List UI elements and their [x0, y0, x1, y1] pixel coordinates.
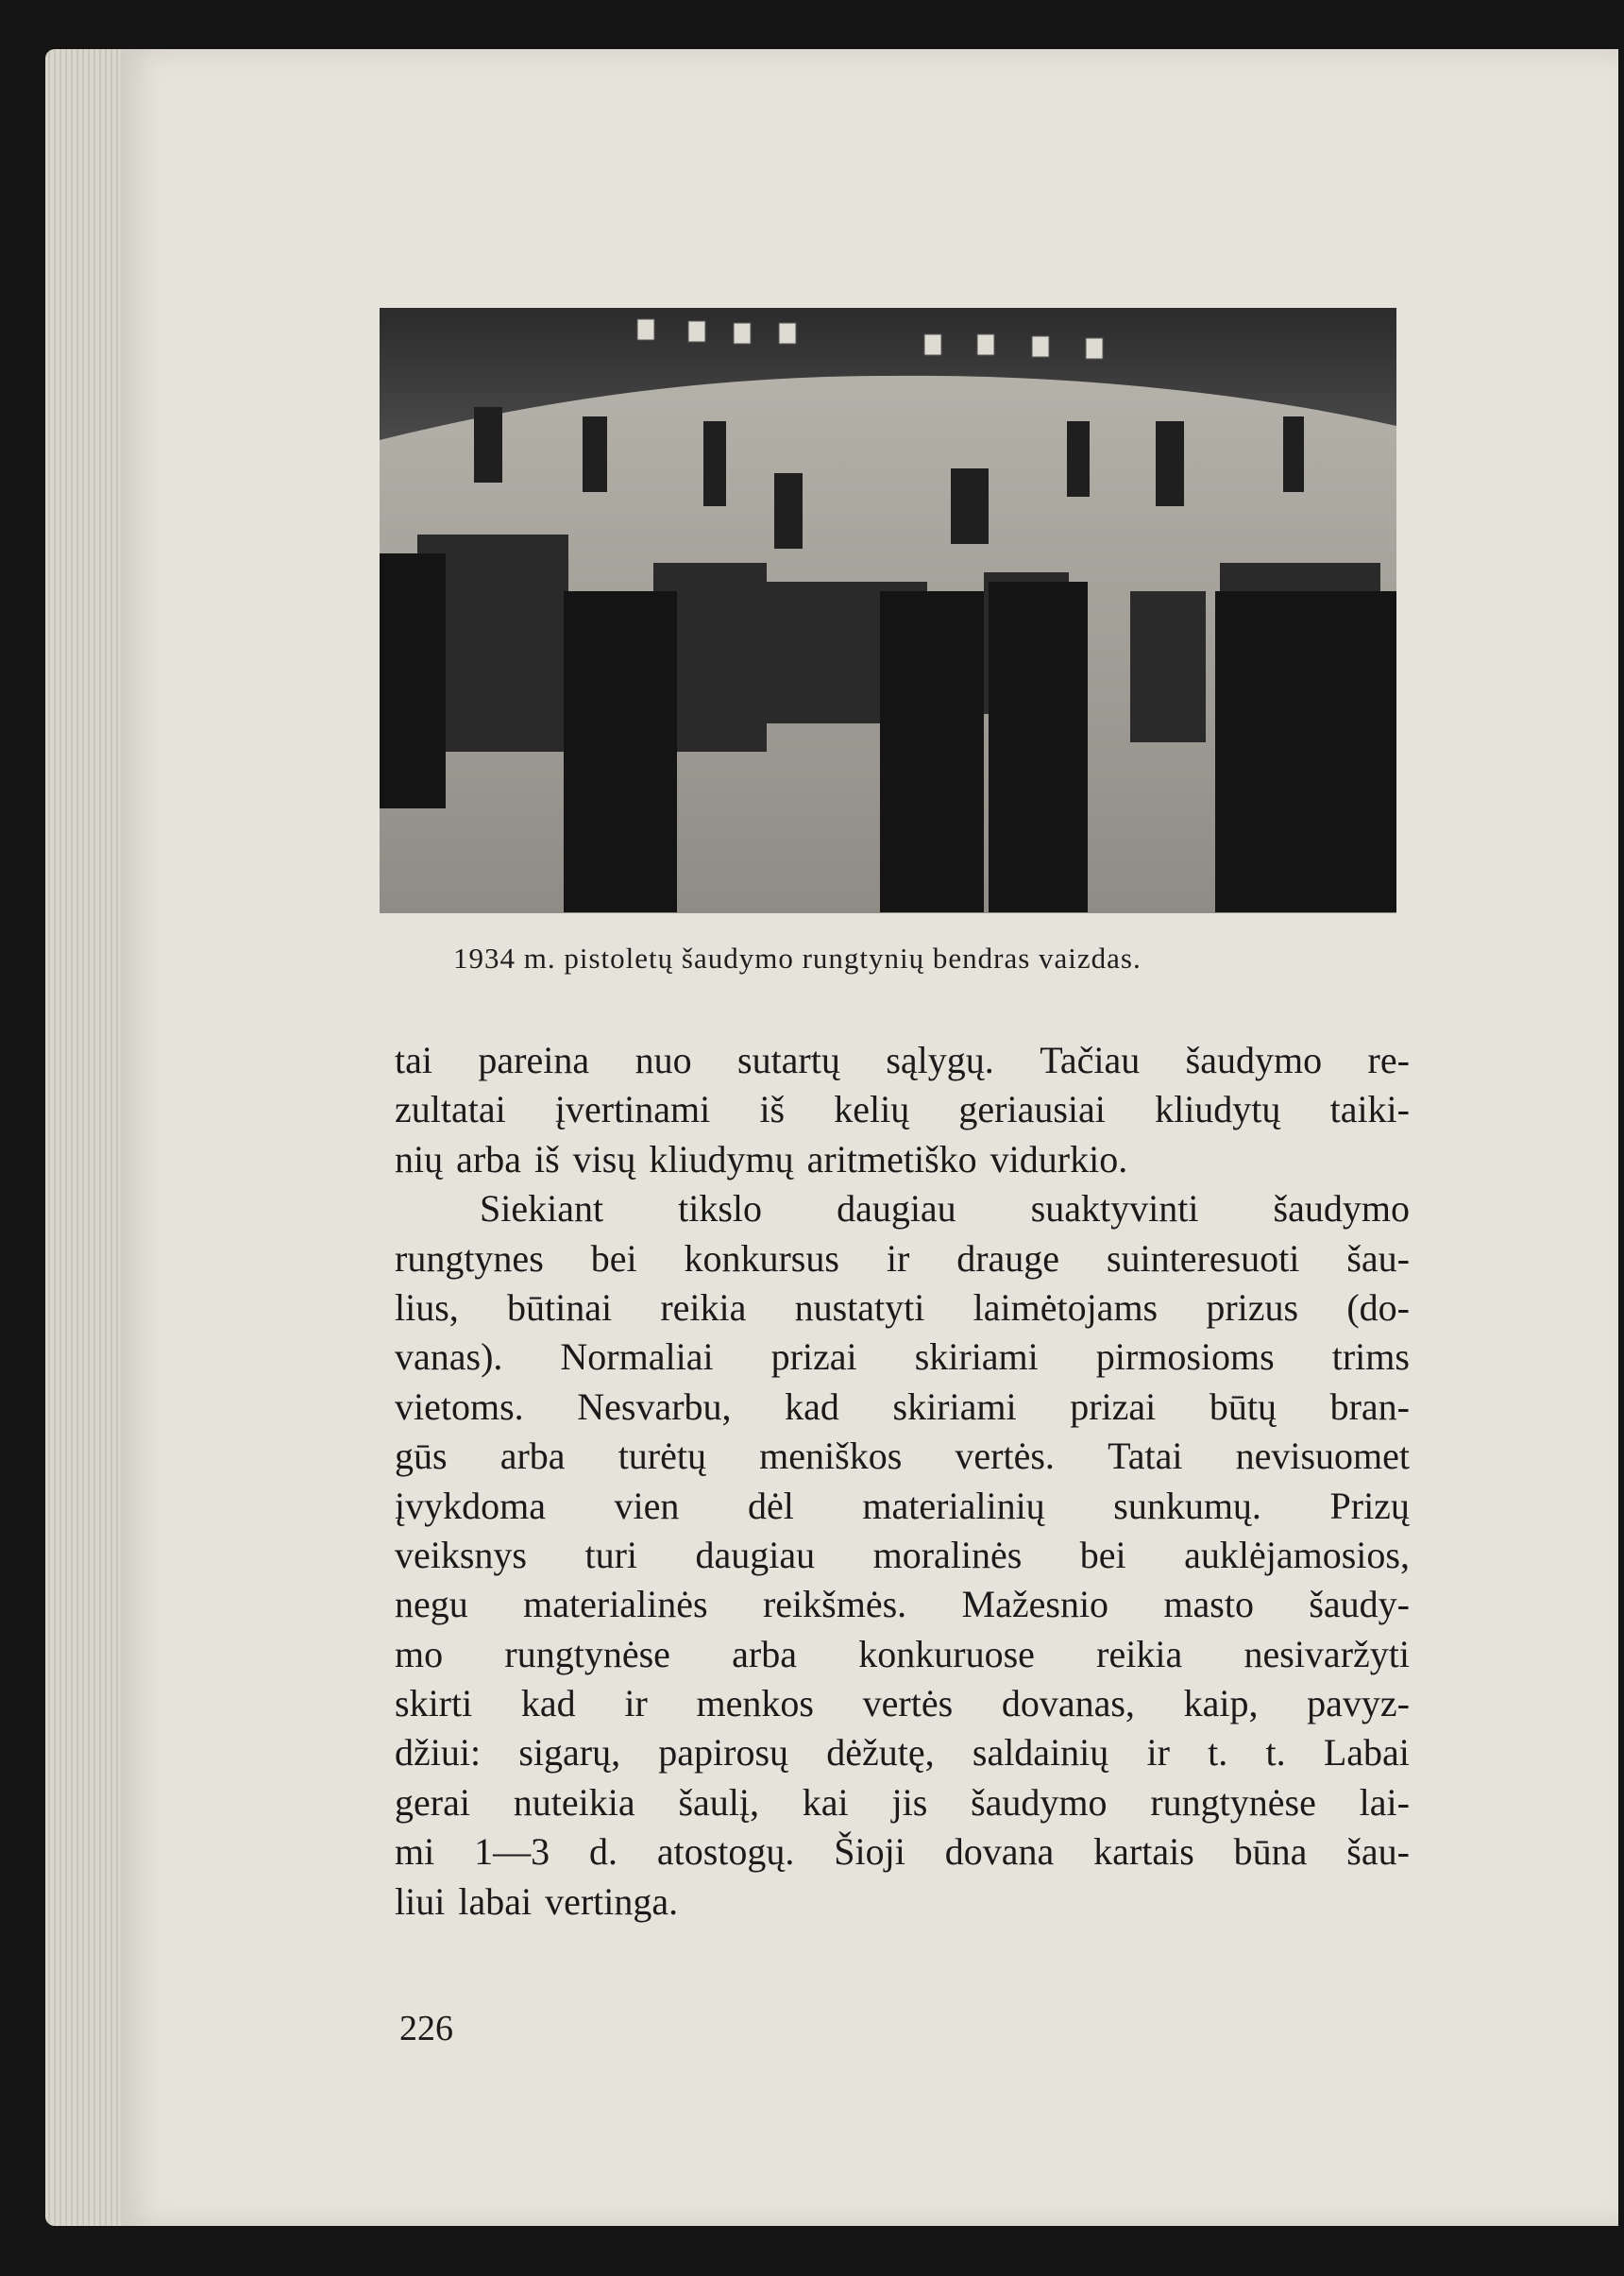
- word: reikia: [1096, 1632, 1183, 1675]
- word: ir: [624, 1682, 648, 1725]
- word: t.: [1208, 1731, 1228, 1775]
- word: arba: [456, 1137, 521, 1180]
- word: tai: [395, 1039, 432, 1081]
- text-line: [395, 1778, 1410, 1827]
- word: nesivaržyti: [1243, 1632, 1410, 1675]
- word: auklėjamosios,: [1184, 1533, 1410, 1576]
- text-line: [395, 1531, 1410, 1580]
- page-number: 226: [399, 2009, 453, 2048]
- word: šaudy-: [1309, 1583, 1410, 1626]
- word: turėtų: [617, 1435, 706, 1478]
- word: šau-: [1346, 1830, 1410, 1874]
- word: dovana: [944, 1830, 1055, 1874]
- word: drauge: [956, 1236, 1060, 1280]
- word: masto: [1163, 1583, 1254, 1626]
- word: suaktyvinti: [1030, 1187, 1199, 1231]
- word: papirosų: [658, 1731, 789, 1775]
- word: sąlygų.: [886, 1039, 994, 1081]
- word: meniškos: [759, 1435, 903, 1478]
- word: džiui:: [395, 1731, 482, 1775]
- word: dėl: [747, 1484, 794, 1527]
- word: įvykdoma: [395, 1484, 546, 1527]
- word: kliudymų: [649, 1137, 794, 1180]
- word: moralinės: [872, 1533, 1023, 1576]
- word: negu: [395, 1583, 468, 1626]
- text-line: [395, 1679, 1410, 1728]
- word: Nesvarbu,: [577, 1384, 732, 1428]
- word: d.: [588, 1830, 617, 1874]
- word: trims: [1331, 1335, 1410, 1379]
- word: būtinai: [507, 1285, 613, 1329]
- word: rungtynes: [395, 1236, 544, 1280]
- word: skiriami: [892, 1384, 1017, 1428]
- word: lius,: [395, 1285, 459, 1329]
- word: taiki-: [1329, 1088, 1410, 1131]
- word: pareina: [478, 1039, 590, 1081]
- text-line: [395, 1184, 1410, 1233]
- word: šau-: [1346, 1236, 1410, 1280]
- word: ir: [1146, 1731, 1170, 1775]
- word: Prizų: [1329, 1484, 1410, 1527]
- word: Mažesnio: [961, 1583, 1109, 1626]
- word: veiksnys: [395, 1533, 527, 1576]
- word: gerai: [395, 1780, 470, 1824]
- text-line: [395, 1630, 1410, 1679]
- word: materialinės: [523, 1583, 708, 1626]
- word: skiriami: [914, 1335, 1039, 1379]
- word: vertės: [862, 1682, 954, 1725]
- word: prizus: [1206, 1285, 1299, 1329]
- word: Tačiau: [1040, 1039, 1141, 1081]
- word: liui: [395, 1879, 446, 1923]
- word: daugiau: [837, 1187, 956, 1231]
- word: nevisuomet: [1235, 1435, 1410, 1478]
- word: konkursus: [684, 1236, 839, 1280]
- word: laimėtojams: [973, 1285, 1159, 1329]
- word: 1—3: [474, 1830, 550, 1874]
- word: kelių: [834, 1088, 910, 1131]
- text-line: [395, 1580, 1410, 1629]
- text-line: [395, 1234, 1410, 1283]
- word: iš: [759, 1088, 786, 1131]
- word: dėžutę,: [826, 1731, 935, 1775]
- word: arba: [499, 1435, 566, 1478]
- text-line: [395, 1085, 1410, 1134]
- word: rungtynėse: [504, 1632, 670, 1675]
- word: kad: [520, 1682, 576, 1725]
- word: vertės.: [955, 1435, 1055, 1478]
- word: bei: [1079, 1533, 1126, 1576]
- word: reikšmės.: [762, 1583, 907, 1626]
- photograph-shooting-competition: [380, 308, 1396, 913]
- text-line: [395, 1877, 1410, 1927]
- word: prizai: [770, 1335, 857, 1379]
- word: ir: [886, 1236, 910, 1280]
- word: šaudymo: [971, 1780, 1108, 1824]
- word: mi: [395, 1830, 435, 1874]
- word: atostogų.: [656, 1830, 795, 1874]
- word: prizai: [1070, 1384, 1157, 1428]
- word: suinteresuoti: [1106, 1236, 1300, 1280]
- word: daugiau: [695, 1533, 816, 1576]
- text-line: [395, 1333, 1410, 1382]
- text-line: [395, 1432, 1410, 1481]
- word: būna: [1233, 1830, 1308, 1874]
- word: Normaliai: [560, 1335, 714, 1379]
- word: rungtynėse: [1150, 1780, 1316, 1824]
- text-line: [395, 1728, 1410, 1777]
- word: nių: [395, 1137, 444, 1180]
- body-text: [395, 1036, 1410, 1927]
- word: kaip,: [1183, 1682, 1259, 1725]
- word: reikia: [660, 1285, 747, 1329]
- text-line: [395, 1482, 1410, 1531]
- word: vanas).: [395, 1335, 503, 1379]
- word: aritmetiško: [806, 1137, 977, 1180]
- word: bei: [590, 1236, 637, 1280]
- text-line: [395, 1827, 1410, 1877]
- word: materialinių: [862, 1484, 1045, 1527]
- word: arba: [732, 1632, 797, 1675]
- word: pirmosioms: [1095, 1335, 1275, 1379]
- word: nustatyti: [794, 1285, 925, 1329]
- text-line: [395, 1135, 1410, 1184]
- word: lai-: [1359, 1780, 1410, 1824]
- word: vidurkio.: [990, 1137, 1128, 1180]
- word: dovanas,: [1001, 1682, 1135, 1725]
- word: menkos: [696, 1682, 814, 1725]
- word: turi: [584, 1533, 638, 1576]
- word: Tatai: [1108, 1435, 1183, 1478]
- word: visų: [572, 1137, 636, 1180]
- word: nuo: [634, 1039, 692, 1081]
- word: t.: [1265, 1731, 1286, 1775]
- word: zultatai: [395, 1088, 506, 1131]
- word: vietoms.: [395, 1384, 524, 1428]
- word: vien: [614, 1484, 680, 1527]
- word: bran-: [1329, 1384, 1410, 1428]
- word: sunkumų.: [1113, 1484, 1261, 1527]
- word: kartais: [1093, 1830, 1194, 1874]
- word: (do-: [1346, 1285, 1410, 1329]
- word: tikslo: [678, 1187, 763, 1231]
- photo-icon: [380, 308, 1396, 913]
- word: Šioji: [834, 1830, 905, 1874]
- word: geriausiai: [958, 1088, 1106, 1131]
- word: re-: [1367, 1039, 1410, 1081]
- word: pavyz-: [1307, 1682, 1410, 1725]
- word: Siekiant: [480, 1187, 604, 1231]
- word: šaulį,: [678, 1780, 759, 1824]
- word: šaudymo: [1273, 1187, 1410, 1231]
- word: saldainių: [972, 1731, 1109, 1775]
- word: kai: [802, 1780, 849, 1824]
- word: kliudytų: [1155, 1088, 1281, 1131]
- text-line: [395, 1383, 1410, 1432]
- word: Labai: [1323, 1731, 1410, 1775]
- word: įvertinami: [554, 1088, 711, 1131]
- word: būtų: [1209, 1384, 1277, 1428]
- text-line: [395, 1036, 1410, 1085]
- word: sutartų: [737, 1039, 840, 1081]
- word: konkuruose: [858, 1632, 1035, 1675]
- photo-caption: 1934 m. pistoletų šaudymo rungtynių bendras vaizdas.: [453, 942, 1142, 975]
- word: skirti: [395, 1682, 473, 1725]
- word: mo: [395, 1632, 444, 1675]
- word: šaudymo: [1185, 1039, 1323, 1081]
- word: kad: [785, 1384, 839, 1428]
- word: vertinga.: [545, 1879, 679, 1923]
- word: labai: [458, 1879, 533, 1923]
- word: nuteikia: [513, 1780, 635, 1824]
- word: iš: [533, 1137, 560, 1180]
- word: jis: [891, 1780, 928, 1824]
- text-line: [395, 1283, 1410, 1333]
- word: sigarų,: [518, 1731, 621, 1775]
- word: gūs: [395, 1435, 448, 1478]
